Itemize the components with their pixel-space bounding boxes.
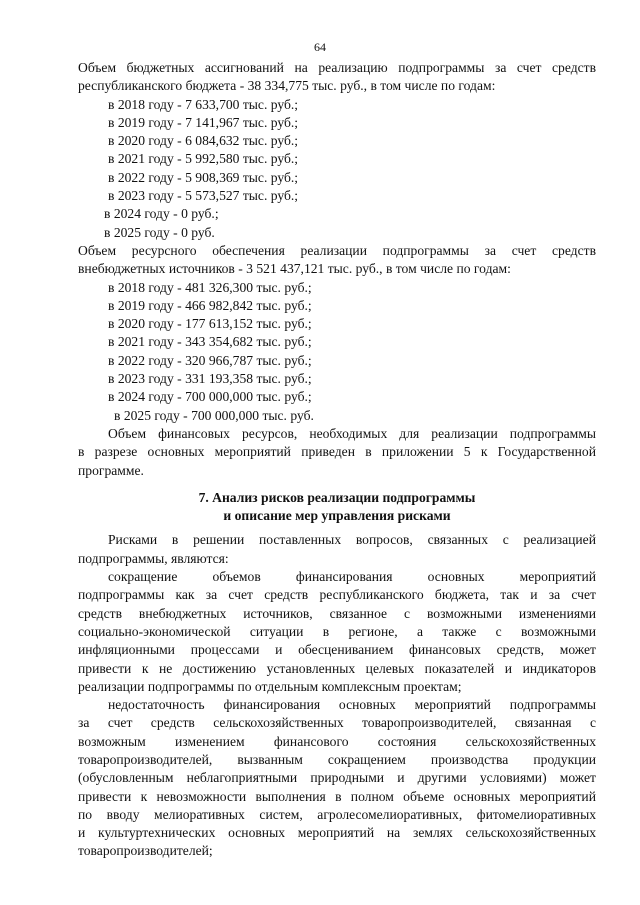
paragraph-line: республиканского бюджета - 38 334,775 тыс. руб., в том числе по годам: (78, 78, 496, 94)
list-item: в 2025 году - 0 руб. (104, 224, 215, 240)
paragraph-line: средств внебюджетных источников, связанное с возможными изменениями (78, 605, 596, 621)
body-text (78, 59, 596, 861)
list-item: в 2019 году - 466 982,842 тыс. руб.; (108, 297, 312, 313)
paragraph-line: Рисками в решении поставленных вопросов, связанных с реализацией (108, 532, 596, 548)
paragraph-line: привести к невозможности выполнения в полном объеме основных мероприятий (78, 788, 596, 804)
list-item: в 2018 году - 481 326,300 тыс. руб.; (108, 279, 312, 295)
list-item: в 2024 году - 700 000,000 тыс. руб.; (108, 389, 312, 405)
paragraph-line: подпрограммы, являются: (78, 550, 229, 566)
paragraph-line: за счет средств сельскохозяйственных товаропроизводителей, связанная с (78, 715, 596, 731)
list-item: в 2020 году - 177 613,152 тыс. руб.; (108, 316, 312, 332)
paragraph-line: и культуртехнических основных мероприятий на землях сельскохозяйственных (78, 825, 596, 841)
paragraph-line: внебюджетных источников - 3 521 437,121 тыс. руб., в том числе по годам: (78, 261, 511, 277)
list-item: в 2021 году - 5 992,580 тыс. руб.; (108, 151, 299, 167)
list-item: в 2022 году - 320 966,787 тыс. руб.; (108, 352, 312, 368)
paragraph-line: возможным изменением финансового состояния сельскохозяйственных (78, 733, 596, 749)
paragraph-line: товаропроизводителей; (78, 843, 213, 859)
list-item: в 2022 году - 5 908,369 тыс. руб.; (108, 169, 299, 185)
paragraph-line: подпрограммы как за счет средств республиканского бюджета, так и за счет (78, 587, 596, 603)
paragraph-line: привести к не достижению установленных целевых показателей и индикаторов (78, 660, 596, 676)
list-item: в 2023 году - 5 573,527 тыс. руб.; (108, 188, 299, 204)
paragraph-line: Объем ресурсного обеспечения реализации подпрограммы за счет средств (78, 242, 596, 258)
paragraph-line: Объем финансовых ресурсов, необходимых для реализации подпрограммы (108, 425, 596, 441)
list-item: в 2021 году - 343 354,682 тыс. руб.; (108, 334, 312, 350)
paragraph-line: программе. (78, 462, 144, 478)
list-item: в 2019 году - 7 141,967 тыс. руб.; (108, 114, 299, 130)
paragraph-line: реализации подпрограммы по отдельным комплексным проектам; (78, 678, 462, 694)
section-title-line: 7. Анализ рисков реализации подпрограммы (198, 489, 476, 505)
paragraph-line: инфляционными процессами и обесцениванием финансовых средств, может (78, 642, 596, 658)
paragraph-line: Объем бюджетных ассигнований на реализацию подпрограммы за счет средств (78, 60, 596, 75)
list-item: в 2024 году - 0 руб.; (104, 206, 219, 222)
paragraph-line: по вводу мелиоративных систем, агролесомелиоративных, фитомелиоративных (78, 806, 596, 822)
paragraph-line: сокращение объемов финансирования основных мероприятий (108, 569, 596, 585)
section-title (78, 489, 596, 526)
paragraph-line: недостаточность финансирования основных мероприятий подпрограммы (108, 697, 596, 713)
paragraph-line: товаропроизводителей, вызванным сокращением производства продукции (78, 751, 596, 767)
list-item: в 2020 году - 6 084,632 тыс. руб.; (108, 133, 299, 149)
paragraph-line: (обусловленным неблагоприятными природными и другими условиями) может (78, 770, 596, 786)
list-item: в 2018 году - 7 633,700 тыс. руб.; (108, 96, 299, 112)
section-title-line: и описание мер управления рисками (223, 508, 451, 524)
page-number: 64 (314, 40, 326, 54)
list-item: в 2025 году - 700 000,000 тыс. руб. (114, 407, 314, 423)
paragraph-line: социально-экономической ситуации в регионе, а также с возможными (78, 623, 596, 639)
paragraph-line: в разрезе основных мероприятий приведен в приложении 5 к Государственной (78, 444, 596, 460)
list-item: в 2023 году - 331 193,358 тыс. руб.; (108, 371, 312, 387)
